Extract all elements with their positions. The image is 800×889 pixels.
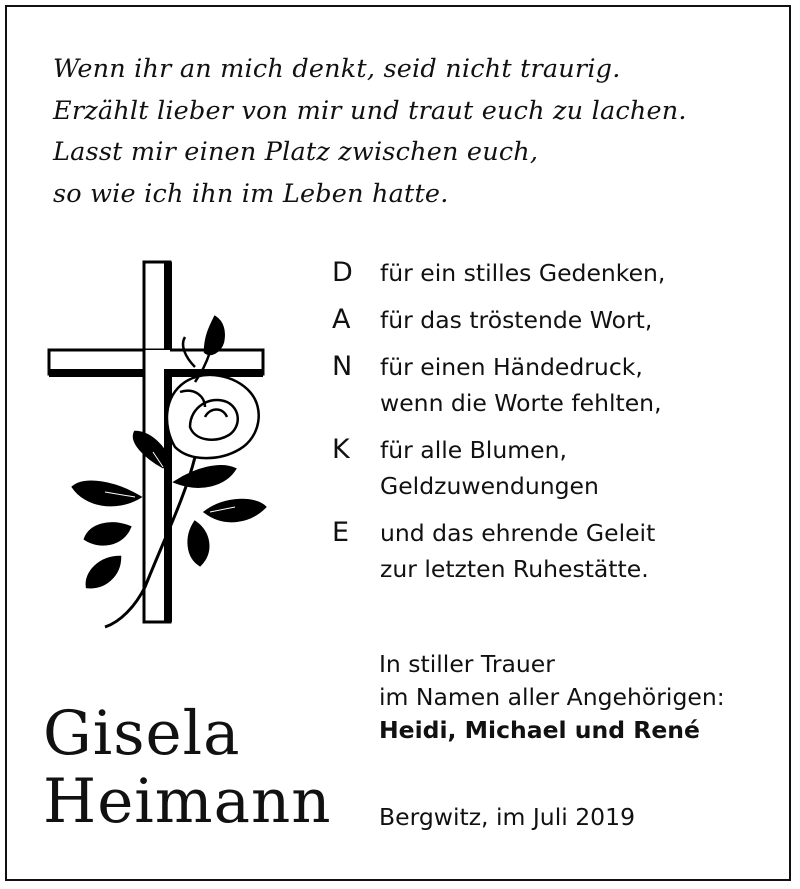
dank-line: wenn die Worte fehlten, (380, 389, 662, 417)
poem-line: Lasst mir einen Platz zwischen euch, (53, 137, 539, 167)
dank-letter: N (332, 351, 353, 382)
dank-line: und das ehrende Geleit (380, 519, 656, 547)
dank-line: zur letzten Ruhestätte. (380, 555, 649, 583)
dank-acrostic (332, 255, 665, 598)
mourners-line: im Namen aller Angehörigen: (379, 683, 725, 711)
dank-letter: D (332, 257, 353, 288)
dank-line: für ein stilles Gedenken, (380, 259, 666, 287)
cross-with-rose-icon (45, 257, 275, 637)
dank-letter: E (332, 517, 350, 548)
dank-row (332, 349, 665, 421)
dank-letter: K (332, 434, 350, 465)
dank-row (332, 255, 665, 291)
dank-row (332, 515, 665, 587)
dank-row (332, 432, 665, 504)
mourners-line: In stiller Trauer (379, 650, 555, 678)
deceased-first-name: Gisela (43, 698, 241, 769)
place-date: Bergwitz, im Juli 2019 (379, 803, 636, 831)
poem-line: Erzählt lieber von mir und traut euch zu lachen. (53, 95, 687, 126)
dank-line: Geldzuwendungen (380, 472, 599, 500)
mourners-block (379, 648, 725, 747)
dank-row (332, 302, 665, 338)
deceased-last-name: Heimann (43, 766, 332, 837)
poem (53, 49, 687, 215)
mourners-names: Heidi, Michael und René (379, 716, 700, 744)
poem-line: so wie ich ihn im Leben hatte. (53, 178, 449, 209)
dank-line: für das tröstende Wort, (380, 306, 653, 334)
dank-line: für alle Blumen, (380, 436, 567, 464)
dank-letter: A (332, 304, 351, 335)
obituary-card (5, 5, 791, 881)
deceased-name (43, 700, 332, 836)
poem-line: Wenn ihr an mich denkt, seid nicht traurig. (53, 54, 621, 84)
dank-line: für einen Händedruck, (380, 353, 643, 381)
